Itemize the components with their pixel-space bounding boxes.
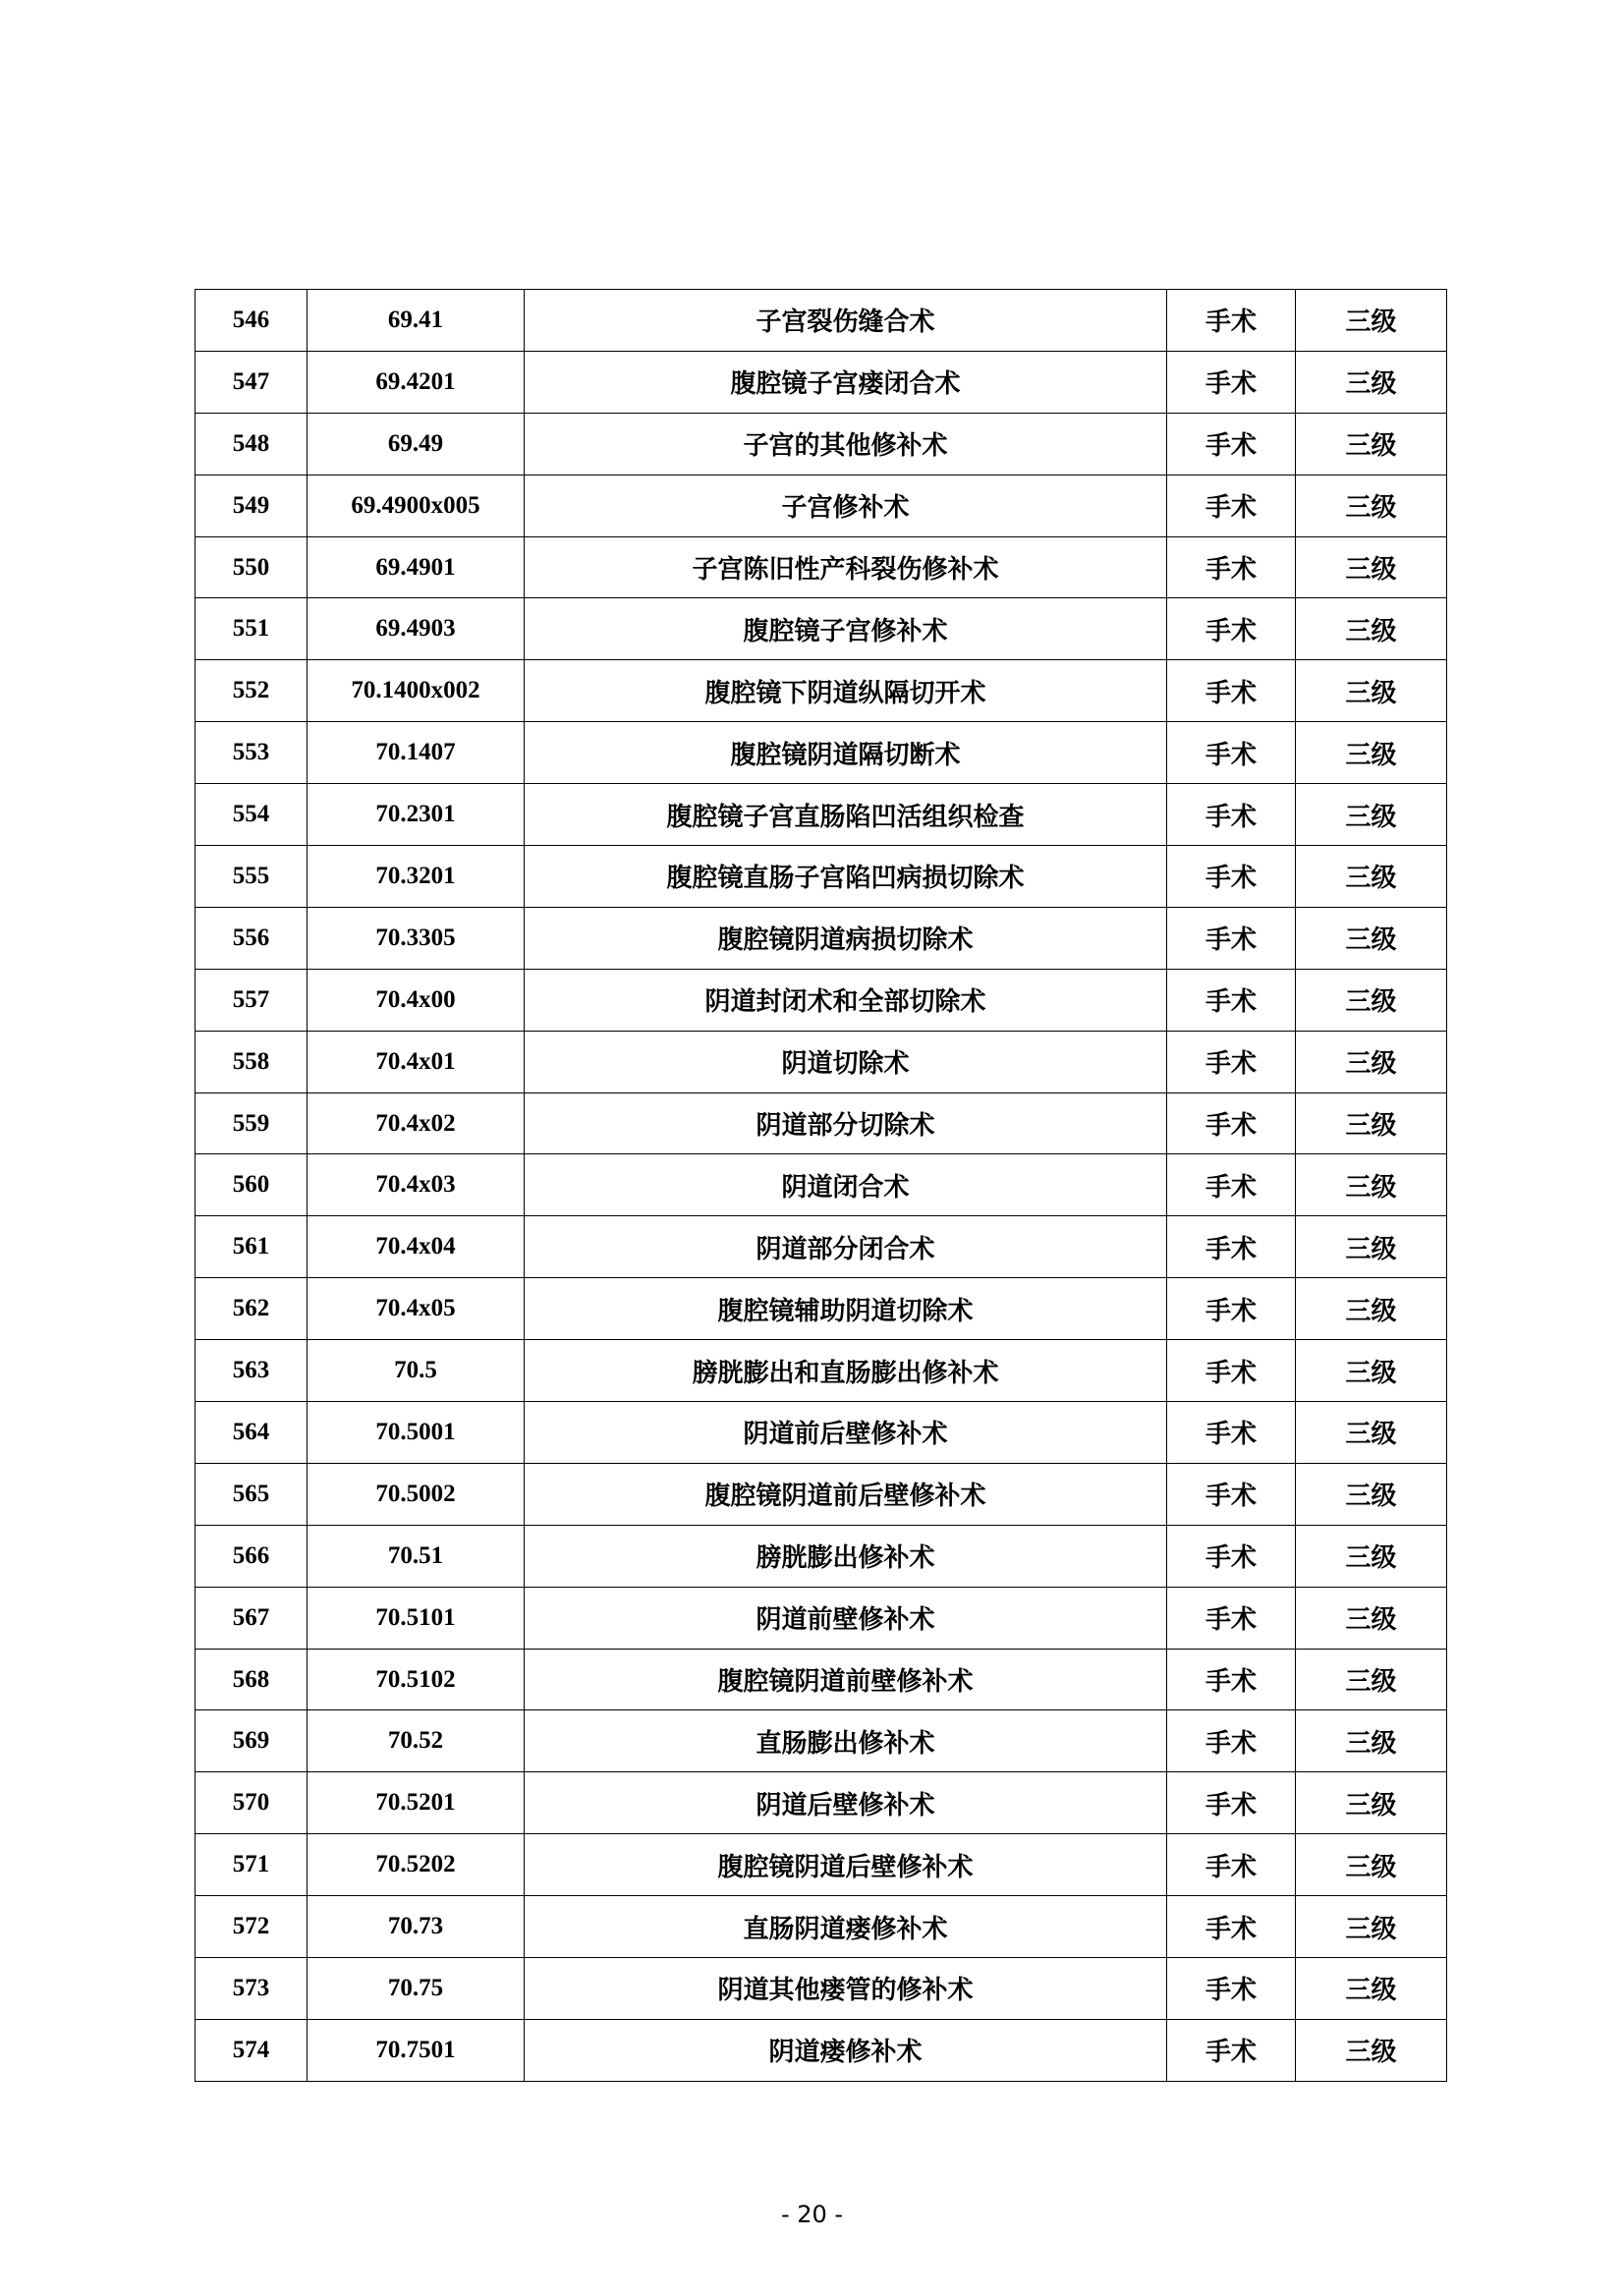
row-number-cell: 549 (196, 475, 308, 536)
row-number-cell: 558 (196, 1031, 308, 1092)
procedure-type-cell: 手术 (1167, 1649, 1296, 1710)
procedure-table (195, 289, 1447, 2082)
table-row (196, 1154, 1447, 1216)
procedure-level-cell: 三级 (1296, 598, 1447, 660)
procedure-code-cell: 69.4201 (308, 351, 525, 413)
procedure-name-cell: 阴道切除术 (525, 1031, 1167, 1092)
procedure-name-cell: 腹腔镜阴道病损切除术 (525, 907, 1167, 969)
procedure-level-cell: 三级 (1296, 722, 1447, 784)
procedure-name-cell: 子宫修补术 (525, 475, 1167, 536)
procedure-type-cell: 手术 (1167, 1031, 1296, 1092)
table-row (196, 784, 1447, 846)
procedure-code-cell: 70.5102 (308, 1649, 525, 1710)
procedure-level-cell: 三级 (1296, 1216, 1447, 1278)
procedure-level-cell: 三级 (1296, 1834, 1447, 1896)
procedure-name-cell: 直肠膨出修补术 (525, 1710, 1167, 1772)
procedure-name-cell: 腹腔镜辅助阴道切除术 (525, 1278, 1167, 1340)
procedure-type-cell: 手术 (1167, 1402, 1296, 1464)
row-number-cell: 552 (196, 660, 308, 722)
table-row (196, 1525, 1447, 1587)
row-number-cell: 573 (196, 1958, 308, 2020)
procedure-type-cell: 手术 (1167, 722, 1296, 784)
procedure-name-cell: 腹腔镜阴道后壁修补术 (525, 1834, 1167, 1896)
procedure-level-cell: 三级 (1296, 536, 1447, 598)
procedure-type-cell: 手术 (1167, 1710, 1296, 1772)
procedure-code-cell: 70.4x05 (308, 1278, 525, 1340)
procedure-level-cell: 三级 (1296, 1092, 1447, 1154)
procedure-name-cell: 直肠阴道瘘修补术 (525, 1896, 1167, 1958)
procedure-name-cell: 阴道瘘修补术 (525, 2019, 1167, 2081)
procedure-code-cell: 70.73 (308, 1896, 525, 1958)
procedure-name-cell: 阴道闭合术 (525, 1154, 1167, 1216)
procedure-code-cell: 69.4900x005 (308, 475, 525, 536)
row-number-cell: 557 (196, 969, 308, 1031)
row-number-cell: 553 (196, 722, 308, 784)
procedure-type-cell: 手术 (1167, 1092, 1296, 1154)
row-number-cell: 574 (196, 2019, 308, 2081)
table-row (196, 1031, 1447, 1092)
procedure-name-cell: 阴道部分闭合术 (525, 1216, 1167, 1278)
row-number-cell: 568 (196, 1649, 308, 1710)
row-number-cell: 571 (196, 1834, 308, 1896)
table-row (196, 1958, 1447, 2020)
procedure-type-cell: 手术 (1167, 1958, 1296, 2020)
procedure-code-cell: 70.4x00 (308, 969, 525, 1031)
procedure-level-cell: 三级 (1296, 1340, 1447, 1402)
row-number-cell: 547 (196, 351, 308, 413)
procedure-code-cell: 70.52 (308, 1710, 525, 1772)
procedure-type-cell: 手术 (1167, 1340, 1296, 1402)
row-number-cell: 560 (196, 1154, 308, 1216)
procedure-table-body (196, 290, 1447, 2082)
procedure-level-cell: 三级 (1296, 413, 1447, 475)
procedure-name-cell: 子宫的其他修补术 (525, 413, 1167, 475)
table-row (196, 1216, 1447, 1278)
row-number-cell: 548 (196, 413, 308, 475)
procedure-code-cell: 70.1400x002 (308, 660, 525, 722)
procedure-name-cell: 阴道前后壁修补术 (525, 1402, 1167, 1464)
procedure-name-cell: 阴道其他瘘管的修补术 (525, 1958, 1167, 2020)
procedure-level-cell: 三级 (1296, 969, 1447, 1031)
row-number-cell: 563 (196, 1340, 308, 1402)
procedure-type-cell: 手术 (1167, 598, 1296, 660)
procedure-level-cell: 三级 (1296, 1649, 1447, 1710)
procedure-level-cell: 三级 (1296, 475, 1447, 536)
table-row (196, 2019, 1447, 2081)
procedure-level-cell: 三级 (1296, 660, 1447, 722)
procedure-name-cell: 阴道封闭术和全部切除术 (525, 969, 1167, 1031)
procedure-code-cell: 70.1407 (308, 722, 525, 784)
procedure-code-cell: 70.7501 (308, 2019, 525, 2081)
procedure-type-cell: 手术 (1167, 1216, 1296, 1278)
row-number-cell: 567 (196, 1587, 308, 1649)
procedure-level-cell: 三级 (1296, 1031, 1447, 1092)
procedure-level-cell: 三级 (1296, 907, 1447, 969)
row-number-cell: 559 (196, 1092, 308, 1154)
row-number-cell: 572 (196, 1896, 308, 1958)
procedure-code-cell: 70.5001 (308, 1402, 525, 1464)
table-row (196, 1710, 1447, 1772)
row-number-cell: 569 (196, 1710, 308, 1772)
procedure-type-cell: 手术 (1167, 1278, 1296, 1340)
procedure-level-cell: 三级 (1296, 1278, 1447, 1340)
procedure-type-cell: 手术 (1167, 784, 1296, 846)
procedure-type-cell: 手术 (1167, 1896, 1296, 1958)
procedure-level-cell: 三级 (1296, 351, 1447, 413)
row-number-cell: 570 (196, 1772, 308, 1834)
procedure-level-cell: 三级 (1296, 1958, 1447, 2020)
table-row (196, 475, 1447, 536)
table-row (196, 1834, 1447, 1896)
row-number-cell: 555 (196, 846, 308, 908)
procedure-type-cell: 手术 (1167, 290, 1296, 352)
table-row (196, 1587, 1447, 1649)
procedure-name-cell: 腹腔镜子宫修补术 (525, 598, 1167, 660)
procedure-code-cell: 70.4x01 (308, 1031, 525, 1092)
procedure-name-cell: 阴道后壁修补术 (525, 1772, 1167, 1834)
row-number-cell: 551 (196, 598, 308, 660)
procedure-code-cell: 70.51 (308, 1525, 525, 1587)
procedure-name-cell: 腹腔镜阴道隔切断术 (525, 722, 1167, 784)
table-row (196, 660, 1447, 722)
row-number-cell: 556 (196, 907, 308, 969)
row-number-cell: 550 (196, 536, 308, 598)
procedure-name-cell: 腹腔镜直肠子宫陷凹病损切除术 (525, 846, 1167, 908)
row-number-cell: 562 (196, 1278, 308, 1340)
table-row (196, 907, 1447, 969)
procedure-type-cell: 手术 (1167, 1834, 1296, 1896)
table-row (196, 1092, 1447, 1154)
row-number-cell: 564 (196, 1402, 308, 1464)
procedure-type-cell: 手术 (1167, 1772, 1296, 1834)
table-row (196, 846, 1447, 908)
procedure-type-cell: 手术 (1167, 907, 1296, 969)
procedure-type-cell: 手术 (1167, 2019, 1296, 2081)
procedure-level-cell: 三级 (1296, 2019, 1447, 2081)
table-row (196, 536, 1447, 598)
procedure-code-cell: 69.41 (308, 290, 525, 352)
procedure-code-cell: 69.4901 (308, 536, 525, 598)
procedure-name-cell: 子宫裂伤缝合术 (525, 290, 1167, 352)
page-number: - 20 - (780, 2201, 844, 2228)
procedure-code-cell: 70.5202 (308, 1834, 525, 1896)
table-row (196, 1340, 1447, 1402)
procedure-name-cell: 阴道部分切除术 (525, 1092, 1167, 1154)
table-row (196, 1278, 1447, 1340)
procedure-level-cell: 三级 (1296, 784, 1447, 846)
procedure-name-cell: 腹腔镜阴道前后壁修补术 (525, 1463, 1167, 1525)
procedure-code-cell: 70.75 (308, 1958, 525, 2020)
table-row (196, 1896, 1447, 1958)
procedure-level-cell: 三级 (1296, 1772, 1447, 1834)
table-row (196, 969, 1447, 1031)
table-row (196, 290, 1447, 352)
procedure-code-cell: 70.3305 (308, 907, 525, 969)
procedure-name-cell: 腹腔镜子宫直肠陷凹活组织检查 (525, 784, 1167, 846)
procedure-level-cell: 三级 (1296, 1154, 1447, 1216)
procedure-type-cell: 手术 (1167, 413, 1296, 475)
table-row (196, 1772, 1447, 1834)
table-row (196, 1402, 1447, 1464)
row-number-cell: 565 (196, 1463, 308, 1525)
procedure-level-cell: 三级 (1296, 1402, 1447, 1464)
procedure-code-cell: 70.5002 (308, 1463, 525, 1525)
procedure-level-cell: 三级 (1296, 1896, 1447, 1958)
table-row (196, 1463, 1447, 1525)
procedure-type-cell: 手术 (1167, 351, 1296, 413)
table-row (196, 351, 1447, 413)
procedure-code-cell: 70.5101 (308, 1587, 525, 1649)
procedure-level-cell: 三级 (1296, 1587, 1447, 1649)
procedure-type-cell: 手术 (1167, 1154, 1296, 1216)
procedure-code-cell: 70.2301 (308, 784, 525, 846)
table-row (196, 413, 1447, 475)
procedure-name-cell: 阴道前壁修补术 (525, 1587, 1167, 1649)
procedure-name-cell: 腹腔镜子宫瘘闭合术 (525, 351, 1167, 413)
procedure-name-cell: 腹腔镜下阴道纵隔切开术 (525, 660, 1167, 722)
row-number-cell: 546 (196, 290, 308, 352)
procedure-level-cell: 三级 (1296, 1525, 1447, 1587)
procedure-type-cell: 手术 (1167, 846, 1296, 908)
procedure-type-cell: 手术 (1167, 660, 1296, 722)
table-row (196, 598, 1447, 660)
procedure-code-cell: 70.4x02 (308, 1092, 525, 1154)
procedure-name-cell: 膀胱膨出和直肠膨出修补术 (525, 1340, 1167, 1402)
row-number-cell: 554 (196, 784, 308, 846)
table-row (196, 722, 1447, 784)
procedure-level-cell: 三级 (1296, 1463, 1447, 1525)
procedure-level-cell: 三级 (1296, 290, 1447, 352)
procedure-code-cell: 70.4x04 (308, 1216, 525, 1278)
row-number-cell: 566 (196, 1525, 308, 1587)
procedure-type-cell: 手术 (1167, 536, 1296, 598)
procedure-name-cell: 膀胱膨出修补术 (525, 1525, 1167, 1587)
procedure-type-cell: 手术 (1167, 1463, 1296, 1525)
procedure-code-cell: 70.5 (308, 1340, 525, 1402)
procedure-name-cell: 腹腔镜阴道前壁修补术 (525, 1649, 1167, 1710)
procedure-level-cell: 三级 (1296, 1710, 1447, 1772)
procedure-code-cell: 70.3201 (308, 846, 525, 908)
procedure-type-cell: 手术 (1167, 969, 1296, 1031)
procedure-type-cell: 手术 (1167, 475, 1296, 536)
row-number-cell: 561 (196, 1216, 308, 1278)
procedure-name-cell: 子宫陈旧性产科裂伤修补术 (525, 536, 1167, 598)
procedure-code-cell: 69.49 (308, 413, 525, 475)
procedure-type-cell: 手术 (1167, 1587, 1296, 1649)
procedure-type-cell: 手术 (1167, 1525, 1296, 1587)
procedure-code-cell: 70.5201 (308, 1772, 525, 1834)
table-row (196, 1649, 1447, 1710)
procedure-code-cell: 70.4x03 (308, 1154, 525, 1216)
procedure-code-cell: 69.4903 (308, 598, 525, 660)
procedure-level-cell: 三级 (1296, 846, 1447, 908)
